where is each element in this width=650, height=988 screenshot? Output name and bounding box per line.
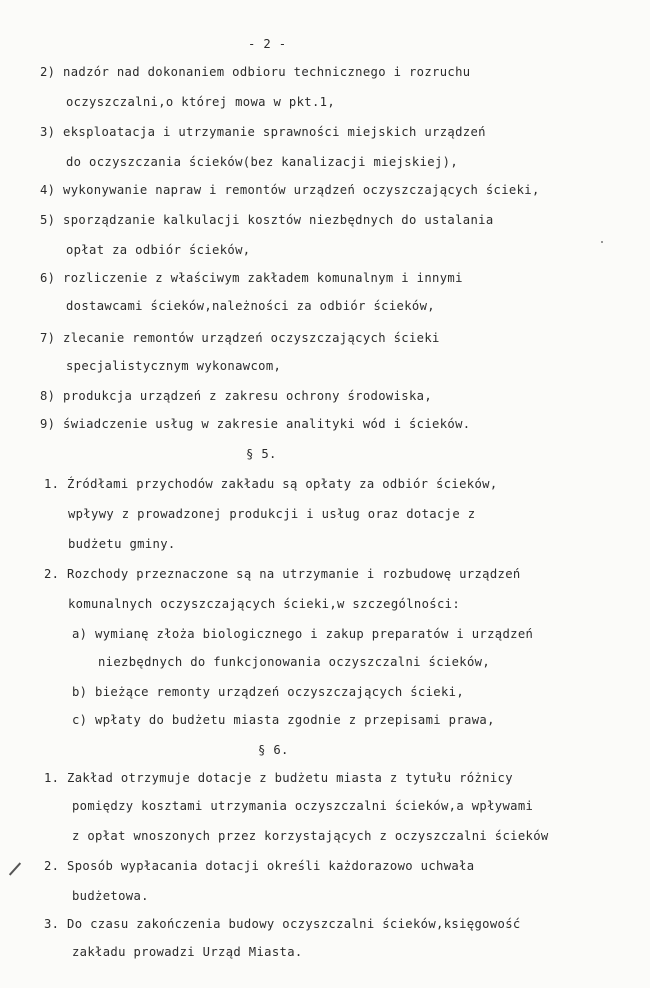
paragraph-5-1-cont: wpływy z prowadzonej produkcji i usług oraz dotacje z xyxy=(68,507,476,521)
margin-pen-mark xyxy=(9,862,21,875)
paragraph-5-1: 1. Źródłami przychodów zakładu są opłaty za odbiór ścieków, xyxy=(44,477,498,491)
list-item-8: 8) produkcja urządzeń z zakresu ochrony środowiska, xyxy=(40,389,433,403)
paragraph-5-1-cont2: budżetu gminy. xyxy=(68,537,176,551)
subitem-b: b) bieżące remonty urządzeń oczyszczających ścieki, xyxy=(72,685,465,699)
list-item-7-cont: specjalistycznym wykonawcom, xyxy=(66,359,282,373)
paragraph-5-2-cont: komunalnych oczyszczających ścieki,w szczególności: xyxy=(68,597,461,611)
paragraph-6-2: 2. Sposób wypłacania dotacji określi każdorazowo uchwała xyxy=(44,859,475,873)
list-item-6: 6) rozliczenie z właściwym zakładem komunalnym i innymi xyxy=(40,271,463,285)
section-heading-6: § 6. xyxy=(258,743,289,757)
paragraph-6-1-cont2: z opłat wnoszonych przez korzystających z oczyszczalni ścieków xyxy=(72,829,549,843)
list-item-4: 4) wykonywanie napraw i remontów urządzeń oczyszczających ścieki, xyxy=(40,183,540,197)
paragraph-6-2-cont: budżetowa. xyxy=(72,889,149,903)
paragraph-6-1: 1. Zakład otrzymuje dotacje z budżetu miasta z tytułu różnicy xyxy=(44,771,513,785)
list-item-7: 7) zlecanie remontów urządzeń oczyszczających ścieki xyxy=(40,331,440,345)
paragraph-5-2: 2. Rozchody przeznaczone są na utrzymanie i rozbudowę urządzeń xyxy=(44,567,521,581)
subitem-a-cont: niezbędnych do funkcjonowania oczyszczalni ścieków, xyxy=(98,655,491,669)
scan-speck xyxy=(601,241,603,243)
list-item-6-cont: dostawcami ścieków,należności za odbiór ścieków, xyxy=(66,299,435,313)
subitem-a: a) wymianę złoża biologicznego i zakup preparatów i urządzeń xyxy=(72,627,534,641)
list-item-2-cont: oczyszczalni,o której mowa w pkt.1, xyxy=(66,95,336,109)
list-item-9: 9) świadczenie usług w zakresie analityki wód i ścieków. xyxy=(40,417,471,431)
section-heading-5: § 5. xyxy=(246,447,277,461)
paragraph-6-1-cont: pomiędzy kosztami utrzymania oczyszczalni ścieków,a wpływami xyxy=(72,799,534,813)
list-item-5: 5) sporządzanie kalkulacji kosztów niezbędnych do ustalania xyxy=(40,213,494,227)
list-item-2: 2) nadzór nad dokonaniem odbioru technicznego i rozruchu xyxy=(40,65,471,79)
paragraph-6-3-cont: zakładu prowadzi Urząd Miasta. xyxy=(72,945,303,959)
list-item-3: 3) eksploatacja i utrzymanie sprawności miejskich urządzeń xyxy=(40,125,486,139)
list-item-3-cont: do oczyszczania ścieków(bez kanalizacji miejskiej), xyxy=(66,155,459,169)
list-item-5-cont: opłat za odbiór ścieków, xyxy=(66,243,251,257)
paragraph-6-3: 3. Do czasu zakończenia budowy oczyszczalni ścieków,księgowość xyxy=(44,917,521,931)
subitem-c: c) wpłaty do budżetu miasta zgodnie z przepisami prawa, xyxy=(72,713,495,727)
page-number: - 2 - xyxy=(248,37,287,51)
